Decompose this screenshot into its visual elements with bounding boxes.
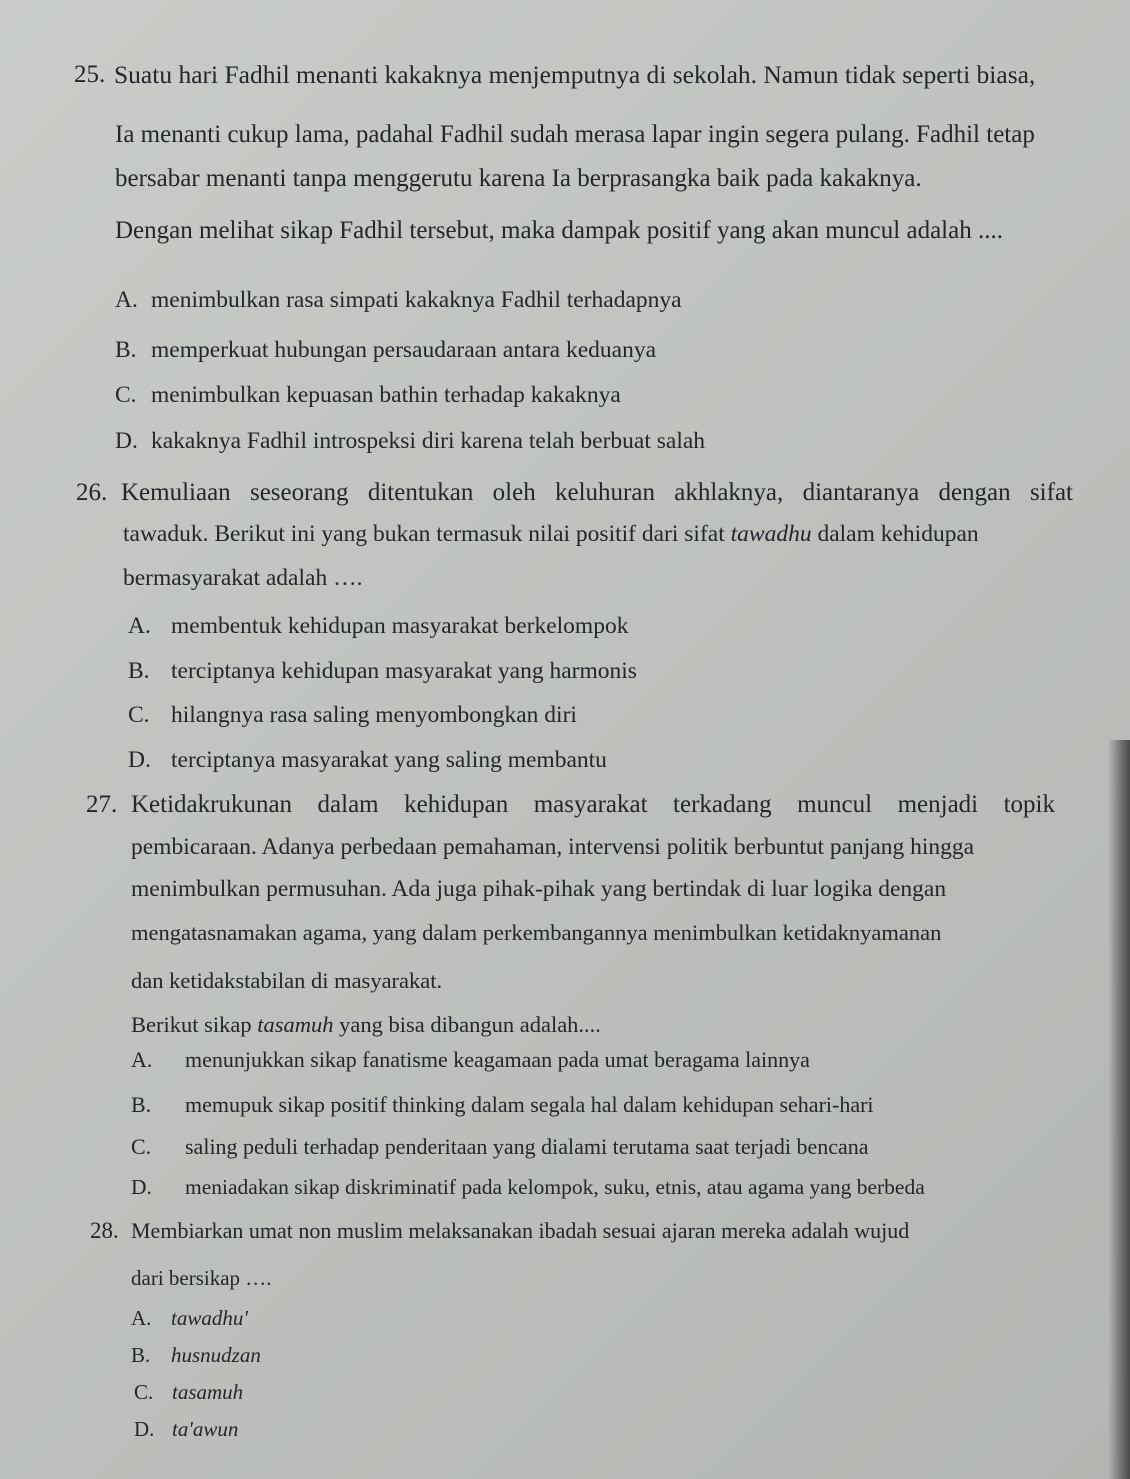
option-c[interactable]: [131, 1132, 869, 1162]
question-text-italic: tasamuh: [257, 1012, 334, 1037]
option-b[interactable]: [128, 656, 637, 686]
option-text: terciptanya kehidupan masyarakat yang harmonis: [171, 658, 637, 684]
option-d[interactable]: [134, 1414, 238, 1444]
question-text-line: bermasyarakat adalah ….: [123, 565, 363, 591]
option-text: terciptanya masyarakat yang saling membantu: [171, 747, 607, 773]
option-letter: A.: [115, 287, 138, 313]
option-letter: D.: [131, 1175, 152, 1199]
question-number: 26.: [76, 479, 108, 506]
option-letter: B.: [128, 658, 150, 684]
option-a[interactable]: [115, 285, 682, 315]
question-text-segment: Berikut sikap: [131, 1012, 252, 1037]
option-text: ta'awun: [172, 1417, 239, 1441]
option-text: husnudzan: [171, 1343, 261, 1367]
option-text: memupuk sikap positif thinking dalam segala hal dalam kehidupan sehari-hari: [185, 1092, 874, 1117]
option-text: menunjukkan sikap fanatisme keagamaan pada umat beragama lainnya: [185, 1047, 810, 1072]
option-text: kakaknya Fadhil introspeksi diri karena telah berbuat salah: [151, 428, 706, 454]
option-letter: D.: [115, 428, 138, 454]
question-number: 25.: [74, 61, 106, 88]
question-text-line: Membiarkan umat non muslim melaksanakan ibadah sesuai ajaran mereka adalah wujud: [131, 1218, 910, 1243]
option-d[interactable]: [115, 426, 705, 456]
question-text-line: Ketidakrukunan dalam kehidupan masyarakat terkadang muncul menjadi topik: [131, 791, 1055, 818]
question-text-line: [131, 1010, 601, 1040]
option-d[interactable]: [131, 1172, 925, 1202]
question-text-italic: tawadhu: [730, 521, 812, 547]
option-c[interactable]: [128, 700, 577, 730]
question-text-line: bersabar menanti tanpa menggerutu karena Ia berprasangka baik pada kakaknya.: [115, 165, 922, 192]
question-text-line: Ia menanti cukup lama, padahal Fadhil sudah merasa lapar ingin segera pulang. Fadhil tetap: [115, 121, 1035, 148]
option-letter: D.: [134, 1417, 155, 1441]
question-text-line: dari bersikap ….: [131, 1266, 272, 1290]
option-b[interactable]: [115, 335, 656, 365]
option-d[interactable]: [128, 745, 607, 775]
option-text: meniadakan sikap diskriminatif pada kelompok, suku, etnis, atau agama yang berbeda: [185, 1175, 925, 1199]
question-text-line: menimbulkan permusuhan. Ada juga pihak-pihak yang bertindak di luar logika dengan: [131, 876, 947, 902]
question-text-line: mengatasnamakan agama, yang dalam perkembangannya menimbulkan ketidaknyamanan: [131, 920, 942, 945]
option-c[interactable]: [134, 1377, 243, 1407]
option-letter: B.: [131, 1343, 151, 1367]
question-text-line: Suatu hari Fadhil menanti kakaknya menjemputnya di sekolah. Namun tidak seperti biasa,: [114, 60, 1036, 89]
option-letter: A.: [131, 1306, 152, 1330]
option-letter: B.: [131, 1092, 152, 1117]
question-number: 27.: [86, 791, 118, 818]
question-text-segment: yang bisa dibangun adalah....: [339, 1012, 601, 1037]
option-text: tawadhu': [171, 1306, 248, 1330]
option-text: hilangnya rasa saling menyombongkan diri: [171, 702, 577, 728]
option-letter: C.: [131, 1134, 152, 1159]
option-a[interactable]: [131, 1045, 810, 1075]
option-c[interactable]: [115, 380, 621, 410]
option-b[interactable]: [131, 1090, 874, 1120]
option-text: memperkuat hubungan persaudaraan antara keduanya: [151, 337, 657, 363]
question-number: 28.: [90, 1218, 119, 1243]
option-text: tasamuh: [172, 1380, 244, 1404]
option-letter: A.: [131, 1047, 153, 1072]
option-b[interactable]: [131, 1340, 261, 1370]
option-text: menimbulkan kepuasan bathin terhadap kakaknya: [151, 382, 621, 408]
option-a[interactable]: [128, 611, 628, 641]
page-edge-shadow: [1108, 740, 1130, 1479]
question-text-line: pembicaraan. Adanya perbedaan pemahaman, intervensi politik berbuntut panjang hingga: [131, 834, 975, 860]
option-letter: C.: [134, 1380, 154, 1404]
option-letter: C.: [115, 382, 137, 408]
option-text: saling peduli terhadap penderitaan yang dialami terutama saat terjadi bencana: [185, 1134, 869, 1159]
question-text-segment: dalam kehidupan: [817, 521, 979, 547]
question-text-line: Dengan melihat sikap Fadhil tersebut, maka dampak positif yang akan muncul adalah ....: [115, 217, 1003, 244]
option-letter: D.: [128, 747, 151, 773]
option-letter: C.: [128, 702, 150, 728]
question-text-line: Kemuliaan seseorang ditentukan oleh keluhuran akhlaknya, diantaranya dengan sifat: [121, 479, 1073, 506]
option-text: menimbulkan rasa simpati kakaknya Fadhil terhadapnya: [151, 287, 682, 313]
option-letter: B.: [115, 337, 137, 363]
option-text: membentuk kehidupan masyarakat berkelompok: [171, 613, 629, 639]
option-letter: A.: [128, 613, 151, 639]
option-a[interactable]: [131, 1303, 248, 1333]
question-text-line: dan ketidakstabilan di masyarakat.: [131, 968, 443, 993]
question-text-segment: tawaduk. Berikut ini yang bukan termasuk nilai positif dari sifat: [123, 521, 725, 547]
question-text-line: [123, 519, 979, 549]
